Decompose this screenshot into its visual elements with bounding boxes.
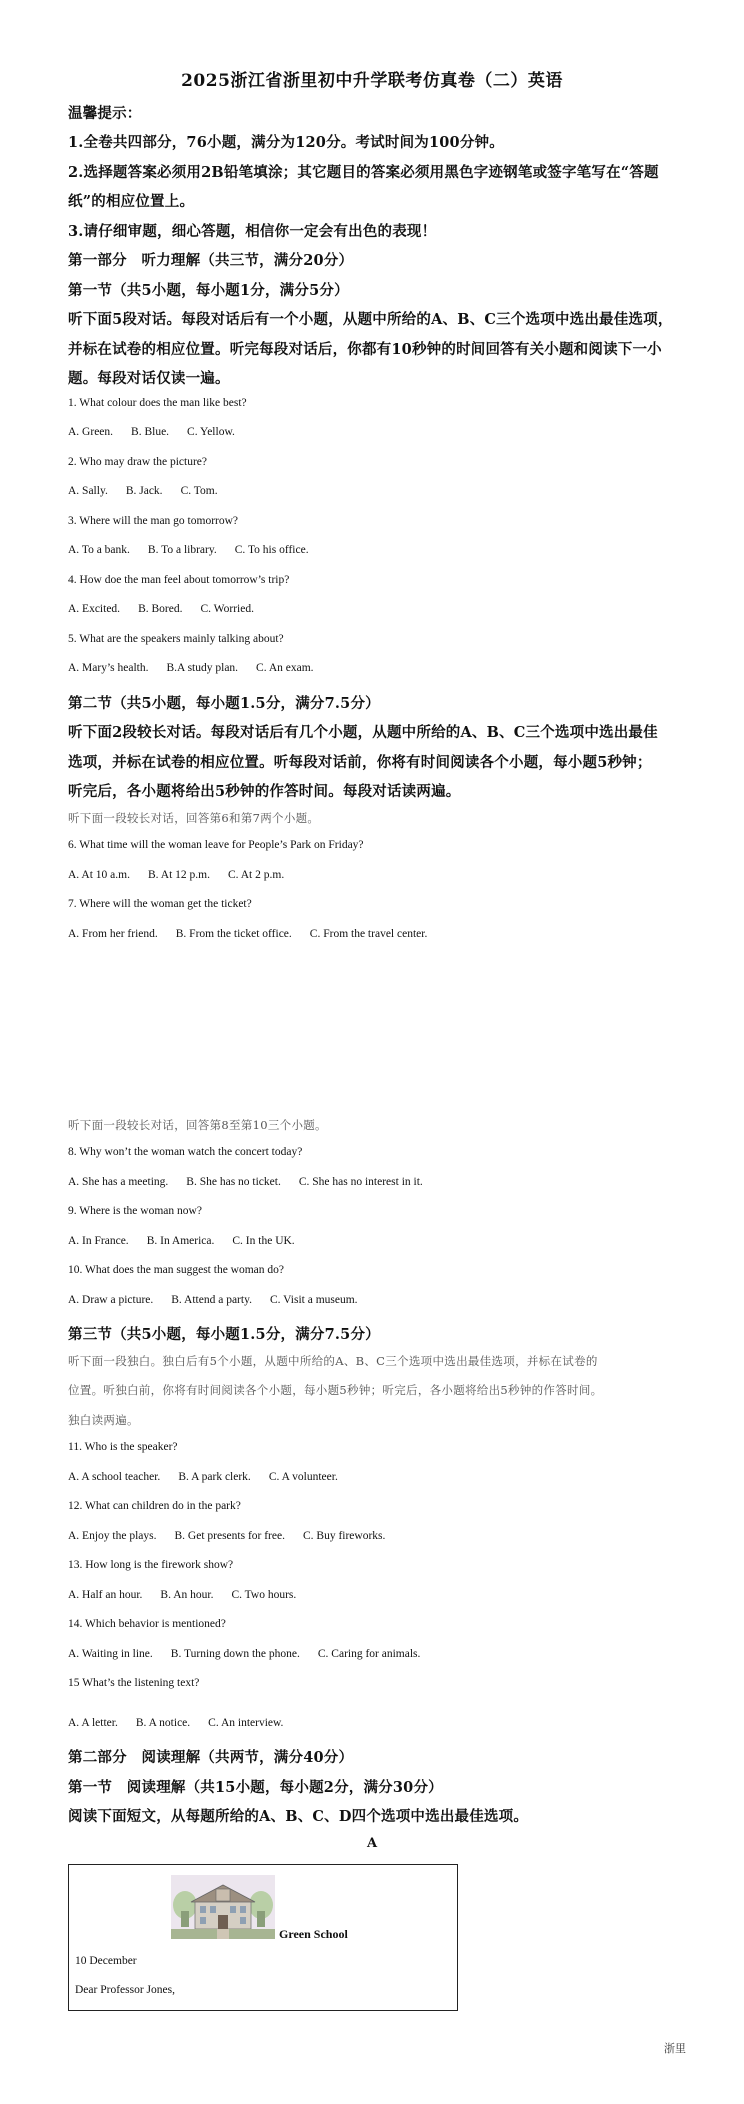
option: B.A study plan. bbox=[166, 662, 239, 674]
option: B. She has no ticket. bbox=[186, 1176, 281, 1188]
options-10 bbox=[68, 1294, 376, 1306]
options-11 bbox=[68, 1471, 356, 1483]
section2-heading: 第二节（共5小题，每小题1.5分，满分7.5分） bbox=[68, 695, 380, 712]
notice-item: 3.请仔细审题，细心答题，相信你一定会有出色的表现！ bbox=[68, 223, 437, 240]
options-7 bbox=[68, 928, 445, 940]
options-1 bbox=[68, 426, 253, 438]
option: C. An interview. bbox=[208, 1717, 284, 1729]
section2-instruction: 听下面2段较长对话。每段对话后有几个小题，从题中所给的A、B、C三个选项中选出最佳 bbox=[68, 724, 658, 741]
group1-note: 听下面一段较长对话，回答第6和第7两个小题。 bbox=[68, 811, 320, 825]
option: A. Green. bbox=[68, 426, 114, 438]
letter-box bbox=[68, 1864, 458, 2011]
option: A. Sally. bbox=[68, 485, 108, 497]
options-8 bbox=[68, 1176, 441, 1188]
option: A. From her friend. bbox=[68, 928, 158, 940]
question-6: 6. What time will the woman leave for People’s Park on Friday? bbox=[68, 839, 364, 851]
option: B. Blue. bbox=[131, 426, 170, 438]
part1-heading: 第一部分 听力理解（共三节，满分20分） bbox=[68, 252, 354, 269]
options-2 bbox=[68, 485, 236, 497]
question-10: 10. What does the man suggest the woman do? bbox=[68, 1264, 285, 1276]
option: C. Tom. bbox=[180, 485, 218, 497]
option: B. At 12 p.m. bbox=[147, 869, 210, 881]
options-4 bbox=[68, 603, 272, 615]
option: B. Get presents for free. bbox=[174, 1530, 285, 1542]
school-name: Green School bbox=[279, 1927, 348, 1941]
question-9: 9. Where is the woman now? bbox=[68, 1205, 202, 1217]
option: A. To a bank. bbox=[68, 544, 130, 556]
section2-instruction: 听完后，各小题将给出5秒钟的作答时间。每段对话读两遍。 bbox=[68, 783, 461, 800]
school-building-image bbox=[171, 1875, 275, 1939]
question-15: 15 What’s the listening text? bbox=[68, 1677, 200, 1689]
option: C. Visit a museum. bbox=[269, 1294, 358, 1306]
option: A. Half an hour. bbox=[68, 1589, 143, 1601]
notice-heading: 温馨提示： bbox=[68, 105, 142, 122]
section3-instruction: 听下面一段独白。独白后有5个小题，从题中所给的A、B、C三个选项中选出最佳选项，并标在试卷的 bbox=[68, 1354, 598, 1368]
question-7: 7. Where will the woman get the ticket? bbox=[68, 898, 252, 910]
option: B. An hour. bbox=[160, 1589, 214, 1601]
section2-instruction: 选项，并标在试卷的相应位置。听每段对话前，你将有时间阅读各个小题，每小题5秒钟； bbox=[68, 754, 652, 771]
option: B. A notice. bbox=[135, 1717, 191, 1729]
option: B. In America. bbox=[146, 1235, 215, 1247]
section1-heading: 第一节（共5小题，每小题1分，满分5分） bbox=[68, 282, 349, 299]
option: A. Waiting in line. bbox=[68, 1648, 153, 1660]
question-4: 4. How doe the man feel about tomorrow’s trip? bbox=[68, 574, 290, 586]
question-11: 11. Who is the speaker? bbox=[68, 1441, 178, 1453]
option: C. At 2 p.m. bbox=[227, 869, 285, 881]
option: B. Attend a party. bbox=[171, 1294, 252, 1306]
part2-heading: 第二部分 阅读理解（共两节，满分40分） bbox=[68, 1749, 354, 1766]
option: B. Turning down the phone. bbox=[170, 1648, 300, 1660]
part2-section1-heading: 第一节 阅读理解（共15小题，每小题2分，满分30分） bbox=[68, 1779, 443, 1796]
option: C. A volunteer. bbox=[268, 1471, 338, 1483]
question-3: 3. Where will the man go tomorrow? bbox=[68, 515, 239, 527]
option: C. In the UK. bbox=[232, 1235, 295, 1247]
group2-note: 听下面一段较长对话，回答第8至第10三个小题。 bbox=[68, 1118, 327, 1132]
options-6 bbox=[68, 869, 302, 881]
options-5 bbox=[68, 662, 332, 674]
options-9 bbox=[68, 1235, 313, 1247]
options-3 bbox=[68, 544, 327, 556]
section3-instruction: 位置。听独白前，你将有时间阅读各个小题，每小题5秒钟；听完后，各小题将给出5秒钟的作答时间。 bbox=[68, 1383, 603, 1397]
notice-item: 1.全卷共四部分，76小题，满分为120分。考试时间为100分钟。 bbox=[68, 134, 504, 151]
option: B. From the ticket office. bbox=[175, 928, 292, 940]
question-13: 13. How long is the firework show? bbox=[68, 1559, 234, 1571]
option: A. A letter. bbox=[68, 1717, 118, 1729]
section1-instruction: 题。每段对话仅读一遍。 bbox=[68, 370, 230, 387]
option: C. To his office. bbox=[234, 544, 309, 556]
option: A. Enjoy the plays. bbox=[68, 1530, 157, 1542]
option: C. Caring for animals. bbox=[317, 1648, 421, 1660]
options-15 bbox=[68, 1717, 301, 1729]
option: A. Excited. bbox=[68, 603, 121, 615]
part2-instruction: 阅读下面短文，从每题所给的A、B、C、D四个选项中选出最佳选项。 bbox=[68, 1808, 529, 1825]
option: C. Yellow. bbox=[187, 426, 235, 438]
option: C. From the travel center. bbox=[309, 928, 428, 940]
letter-date: 10 December bbox=[75, 1955, 137, 1967]
option: C. An exam. bbox=[256, 662, 314, 674]
option: A. Mary’s health. bbox=[68, 662, 149, 674]
passage-label: A bbox=[366, 1836, 378, 1851]
section1-instruction: 听下面5段对话。每段对话后有一个小题，从题中所给的A、B、C三个选项中选出最佳选项， bbox=[68, 311, 673, 328]
option: A. She has a meeting. bbox=[68, 1176, 169, 1188]
option: A. At 10 a.m. bbox=[68, 869, 130, 881]
question-12: 12. What can children do in the park? bbox=[68, 1500, 241, 1512]
option: C. Worried. bbox=[200, 603, 254, 615]
page-title: 2025浙江省浙里初中升学联考仿真卷（二）英语 bbox=[181, 71, 563, 91]
option: A. In France. bbox=[68, 1235, 129, 1247]
question-14: 14. Which behavior is mentioned? bbox=[68, 1618, 226, 1630]
option: C. She has no interest in it. bbox=[298, 1176, 423, 1188]
section3-heading: 第三节（共5小题，每小题1.5分，满分7.5分） bbox=[68, 1326, 380, 1343]
options-12 bbox=[68, 1530, 403, 1542]
letter-greeting: Dear Professor Jones, bbox=[75, 1984, 175, 1996]
section1-instruction: 并标在试卷的相应位置。听完每段对话后，你都有10秒钟的时间回答有关小题和阅读下一小 bbox=[68, 341, 662, 358]
option: C. Two hours. bbox=[231, 1589, 297, 1601]
question-5: 5. What are the speakers mainly talking about? bbox=[68, 633, 284, 645]
option: A. Draw a picture. bbox=[68, 1294, 154, 1306]
question-8: 8. Why won’t the woman watch the concert today? bbox=[68, 1146, 303, 1158]
options-14 bbox=[68, 1648, 438, 1660]
notice-item: 2.选择题答案必须用2B铅笔填涂；其它题目的答案必须用黑色字迹钢笔或签字笔写在“答题 bbox=[68, 164, 659, 181]
question-1: 1. What colour does the man like best? bbox=[68, 397, 247, 409]
option: B. A park clerk. bbox=[178, 1471, 251, 1483]
option: A. A school teacher. bbox=[68, 1471, 161, 1483]
section3-instruction: 独白读两遍。 bbox=[68, 1413, 139, 1427]
option: B. Bored. bbox=[138, 603, 183, 615]
option: C. Buy fireworks. bbox=[302, 1530, 386, 1542]
question-2: 2. Who may draw the picture? bbox=[68, 456, 208, 468]
footer-brand: 浙里 bbox=[664, 2042, 686, 2055]
option: B. Jack. bbox=[125, 485, 163, 497]
options-13 bbox=[68, 1589, 314, 1601]
option: B. To a library. bbox=[147, 544, 217, 556]
notice-item: 纸”的相应位置上。 bbox=[68, 193, 195, 210]
